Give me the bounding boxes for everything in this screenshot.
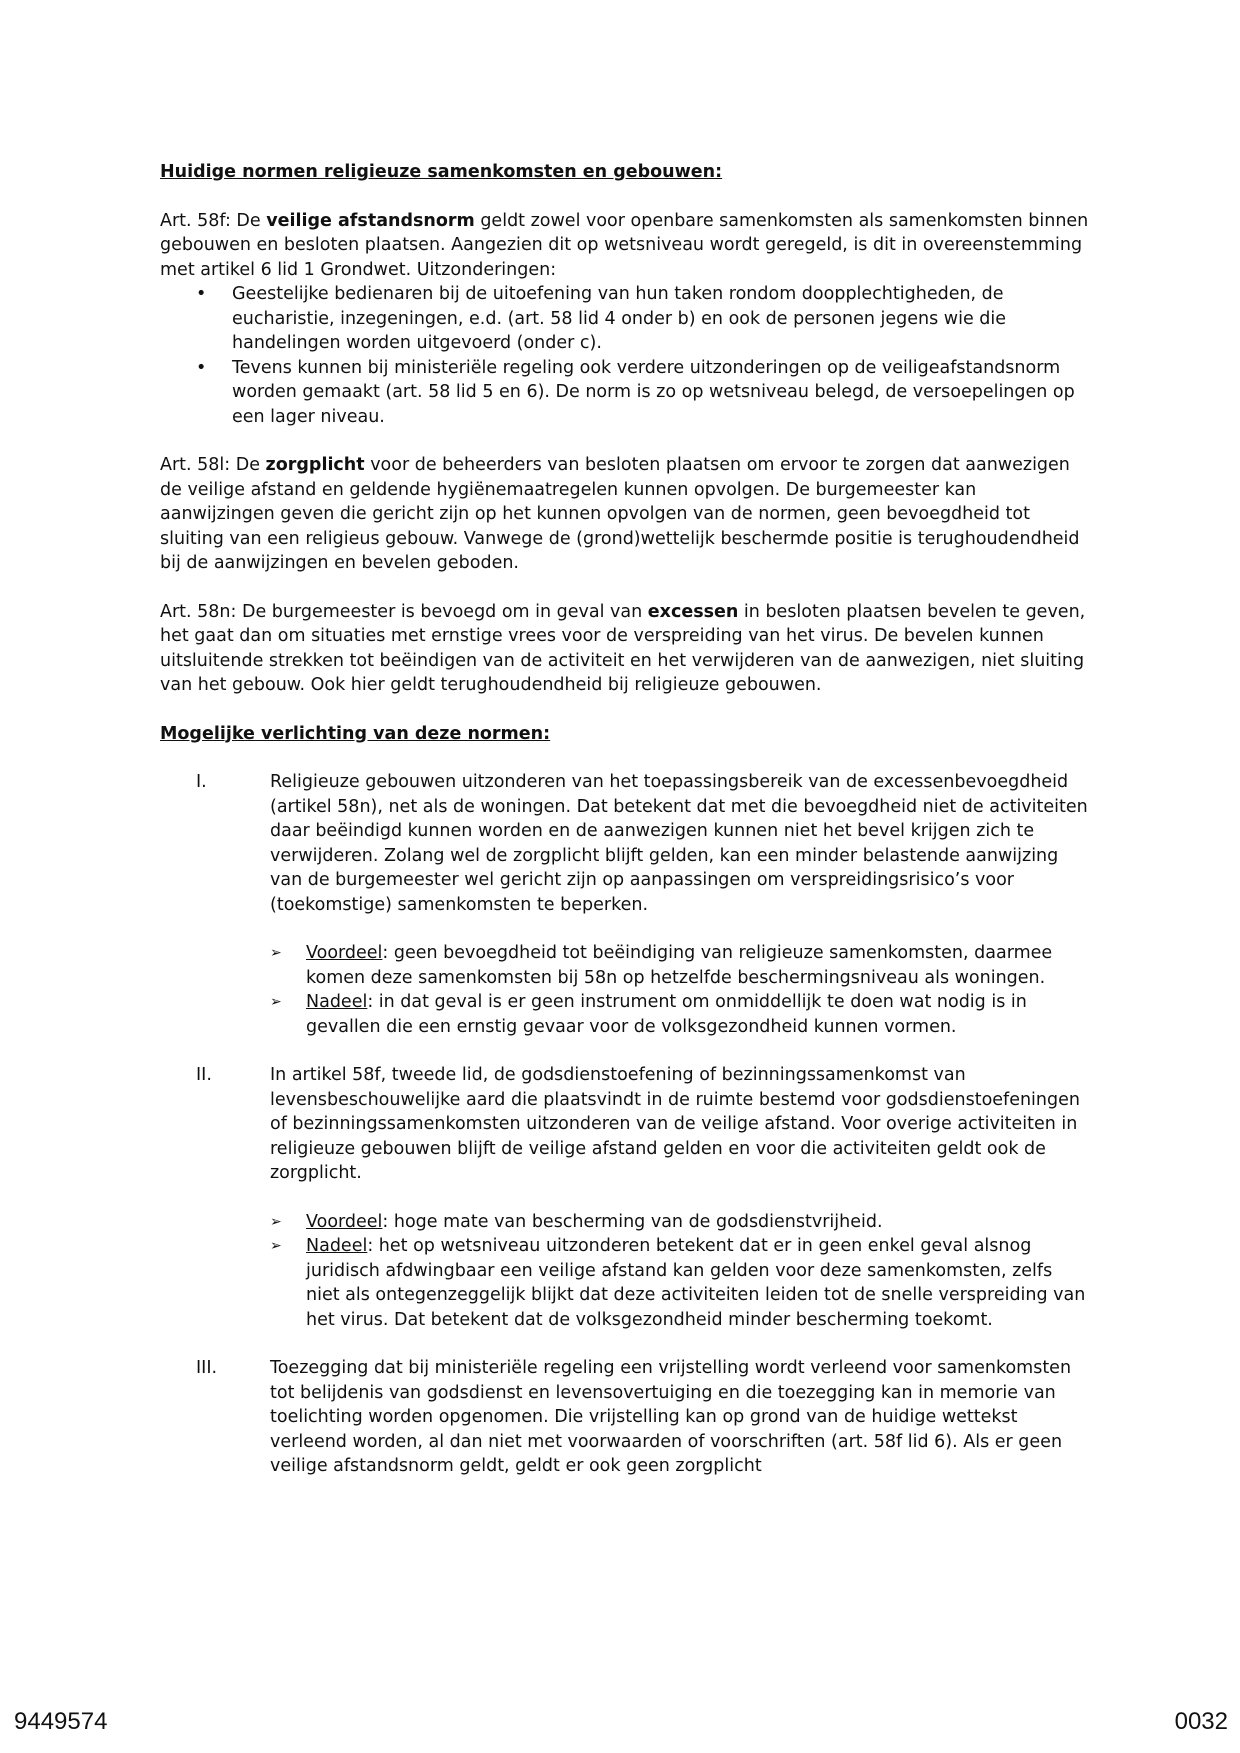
document-id: 9449574	[14, 1708, 108, 1735]
bullet-icon: •	[196, 284, 207, 304]
bullet-icon: •	[196, 357, 207, 378]
section-heading-current-norms: Huidige normen religieuze samenkomsten en gebouwen:	[160, 162, 723, 182]
pros-cons-list	[270, 1210, 1090, 1333]
arrow-bullet-icon: ➢	[270, 1238, 282, 1254]
page-number: 0032	[1174, 1708, 1228, 1735]
list-item: • Tevens kunnen bij ministeriële regeling ook verdere uitzonderingen op de veiligeafstandsnorm worden gemaakt (art. 58 lid 5 en 6). De norm is zo op wetsniveau belegd, de versoepelingen op een lager niveau.	[196, 357, 1075, 427]
list-item: ➢ Nadeel: in dat geval is er geen instrument om onmiddellijk te doen wat nodig is in gevallen die een ernstig gevaar voor de volksgezondheid kunnen vormen.	[270, 992, 1027, 1037]
pros-cons-list	[270, 941, 1090, 1039]
option-number: I.	[196, 772, 207, 792]
option-1	[160, 770, 1090, 1039]
exceptions-list	[160, 282, 1090, 429]
arrow-bullet-icon: ➢	[270, 1213, 282, 1230]
option-number: III.	[196, 1358, 218, 1378]
list-item: ➢ Nadeel: het op wetsniveau uitzonderen betekent dat er in geen enkel geval alsnog juridisch afdwingbaar een veilige afstand kan gelden voor deze samenkomsten, zelfs niet als ontegenzeggelijk blijkt dat deze activiteiten leiden tot de snelle verspreiding van het virus. Dat betekent dat de volksgezondheid minder bescherming toekomt.	[270, 1236, 1086, 1330]
option-text: Toezegging dat bij ministeriële regeling een vrijstelling wordt verleend voor samenkomsten tot belijdenis van godsdienst en levensovertuiging en die toezegging kan in memorie van toelichting worden opgenomen. Die vrijstelling kan op grond van de huidige wettekst verleend worden, al dan niet met voorwaarden of voorschriften (art. 58f lid 6). Als er geen veilige afstandsnorm geldt, geldt er ook geen zorgplicht	[270, 1358, 1072, 1476]
list-item: ➢ Voordeel: hoge mate van bescherming van de godsdienstvrijheid.	[270, 1210, 1090, 1235]
option-2	[160, 1063, 1090, 1332]
option-text: In artikel 58f, tweede lid, de godsdienstoefening of bezinningssamenkomst van levensbeschouwelijke aard die plaatsvindt in de ruimte bestemd voor godsdienstoefeningen of bezinningssamenkomsten uitzonderen van de veilige afstand. Voor overige activiteiten in religieuze gebouwen blijft de veilige afstand gelden en voor die activiteiten geldt ook de zorgplicht.	[270, 1065, 1080, 1183]
list-item: ➢ Voordeel: geen bevoegdheid tot beëindiging van religieuze samenkomsten, daarmee komen deze samenkomsten bij 58n op hetzelfde beschermingsniveau als woningen.	[270, 943, 1053, 988]
paragraph-art-58f: Art. 58f: De veilige afstandsnorm geldt zowel voor openbare samenkomsten als samenkomsten binnen gebouwen en besloten plaatsen. Aangezien dit op wetsniveau wordt geregeld, is dit in overeenstemming met artikel 6 lid 1 Grondwet. Uitzonderingen:	[160, 210, 1089, 280]
option-number: II.	[196, 1065, 212, 1085]
option-3	[160, 1356, 1090, 1479]
list-item: • Geestelijke bedienaren bij de uitoefening van hun taken rondom doopplechtigheden, de eucharistie, inzegeningen, e.d. (art. 58 lid 4 onder b) en ook de personen jegens wie die handelingen worden uitgevoerd (onder c).	[196, 284, 1007, 353]
option-text: Religieuze gebouwen uitzonderen van het toepassingsbereik van de excessenbevoegdheid (artikel 58n), net als de woningen. Dat betekent dat met die bevoegdheid niet de activiteiten daar beëindigd kunnen worden en de aanwezigen kunnen niet het bevel krijgen zich te verwijderen. Zolang wel de zorgplicht blijft gelden, kan een minder belastende aanwijzing van de burgemeester wel gericht zijn op aanpassingen om verspreidingsrisico’s voor (toekomstige) samenkomsten te beperken.	[270, 772, 1088, 915]
document-body	[160, 160, 1090, 1479]
arrow-bullet-icon: ➢	[270, 945, 282, 961]
section-heading-possible-relief: Mogelijke verlichting van deze normen:	[160, 723, 551, 744]
paragraph-art-58n: Art. 58n: De burgemeester is bevoegd om in geval van excessen in besloten plaatsen bevelen te geven, het gaat dan om situaties met ernstige vrees voor de verspreiding van het virus. De bevelen kunnen uitsluitende strekken tot beëindigen van de activiteit en het verwijderen van de aanwezigen, niet sluiting van het gebouw. Ook hier geldt terughoudendheid bij religieuze gebouwen.	[160, 601, 1086, 695]
arrow-bullet-icon: ➢	[270, 994, 282, 1010]
paragraph-art-58l: Art. 58l: De zorgplicht voor de beheerders van besloten plaatsen om ervoor te zorgen dat aanwezigen de veilige afstand en geldende hygiënemaatregelen kunnen opvolgen. De burgemeester kan aanwijzingen geven die gericht zijn op het kunnen opvolgen van de normen, geen bevoegdheid tot sluiting van een religieus gebouw. Vanwege de (grond)wettelijk beschermde positie is terughoudendheid bij de aanwijzingen en bevelen geboden.	[160, 455, 1080, 573]
